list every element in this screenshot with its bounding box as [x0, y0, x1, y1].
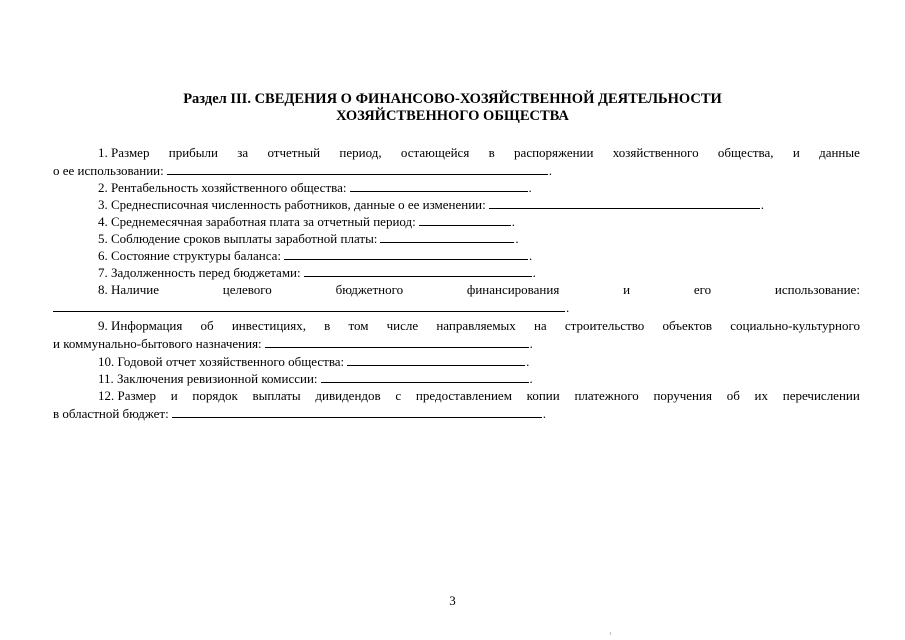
- item-8-word: 8. Наличие: [98, 282, 159, 297]
- item-7: 7. Задолженность перед бюджетами: .: [98, 265, 536, 280]
- item-5-label: 5. Соблюдение сроков выплаты заработной платы:: [98, 231, 378, 246]
- item-4-answer-field[interactable]: [419, 213, 511, 226]
- item-10-answer-field[interactable]: [347, 353, 525, 366]
- item-8-line-2: .: [53, 299, 569, 316]
- item-12-word: их: [754, 388, 769, 403]
- item-9-continuation: и коммунально-бытового назначения:: [53, 336, 262, 351]
- page-number: 3: [449, 593, 456, 608]
- item-12-word: порядок: [192, 388, 238, 403]
- item-4: 4. Среднемесячная заработная плата за отчетный период: .: [98, 214, 516, 229]
- item-8-answer-field[interactable]: [53, 299, 565, 312]
- item-9-word: инвестициях,: [231, 318, 306, 333]
- section-title-line-2: ХОЗЯЙСТВЕННОГО ОБЩЕСТВА: [336, 108, 569, 124]
- item-2-label: 2. Рентабельность хозяйственного общества:: [98, 180, 347, 195]
- item-9-line-2: и коммунально-бытового назначения: .: [53, 336, 533, 351]
- item-3-answer-field[interactable]: [489, 196, 760, 209]
- item-11-label: 11. Заключения ревизионной комиссии:: [98, 371, 318, 386]
- item-12-answer-field[interactable]: [172, 405, 542, 418]
- item-8-word: его: [693, 282, 712, 297]
- item-9-word: направляемых: [436, 318, 516, 333]
- item-9-word: числе: [386, 318, 419, 333]
- item-9-word: на: [533, 318, 547, 333]
- item-6-label: 6. Состояние структуры баланса:: [98, 248, 282, 263]
- item-12-word: 12. Размер: [98, 388, 156, 403]
- item-5: 5. Соблюдение сроков выплаты заработной платы: .: [98, 231, 519, 246]
- item-12-line-2: в областной бюджет: .: [53, 406, 546, 421]
- item-2: 2. Рентабельность хозяйственного общества: .: [98, 180, 532, 195]
- item-1-line-2: о ее использовании: .: [53, 163, 552, 178]
- item-1-word: отчетный: [267, 145, 321, 160]
- item-8-word: целевого: [222, 282, 272, 297]
- section-title-line-1: Раздел III. СВЕДЕНИЯ О ФИНАНСОВО-ХОЗЯЙСТВЕННОЙ ДЕЯТЕЛЬНОСТИ: [183, 91, 722, 107]
- item-9-word: социально-культурного: [730, 318, 860, 333]
- item-1-word: распоряжении: [514, 145, 594, 160]
- item-12-word: выплаты: [252, 388, 301, 403]
- item-11-answer-field[interactable]: [321, 370, 529, 383]
- item-1-line-1: [53, 145, 860, 161]
- item-1-answer-field[interactable]: [167, 162, 548, 175]
- item-1-word: период,: [339, 145, 382, 160]
- item-10-label: 10. Годовой отчет хозяйственного общества:: [98, 354, 345, 369]
- item-9-word: объектов: [662, 318, 713, 333]
- item-12-line-1: [53, 388, 860, 404]
- item-1-word: остающейся: [400, 145, 470, 160]
- item-6-answer-field[interactable]: [284, 247, 528, 260]
- item-9-word: строительство: [564, 318, 645, 333]
- item-8-line-1: [53, 282, 860, 298]
- item-5-answer-field[interactable]: [380, 230, 514, 243]
- item-1-word: общества,: [717, 145, 774, 160]
- item-10: 10. Годовой отчет хозяйственного общества: .: [98, 354, 530, 369]
- item-3: 3. Среднесписочная численность работников, данные о ее изменении: .: [98, 197, 764, 212]
- item-1-continuation: о ее использовании:: [53, 163, 164, 178]
- item-4-label: 4. Среднемесячная заработная плата за отчетный период:: [98, 214, 416, 229]
- item-12-word: предоставлением: [415, 388, 512, 403]
- item-8-word: и: [623, 282, 631, 297]
- item-11: 11. Заключения ревизионной комиссии: .: [98, 371, 533, 386]
- item-12-word: поручения: [653, 388, 712, 403]
- item-7-answer-field[interactable]: [304, 264, 532, 277]
- item-6: 6. Состояние структуры баланса: .: [98, 248, 533, 263]
- item-12-word: и: [170, 388, 178, 403]
- item-12-word: дивидендов: [315, 388, 381, 403]
- item-1-word: и: [792, 145, 800, 160]
- item-1-word: в: [488, 145, 495, 160]
- item-3-label: 3. Среднесписочная численность работников, данные о ее изменении:: [98, 197, 486, 212]
- item-7-label: 7. Задолженность перед бюджетами:: [98, 265, 301, 280]
- item-9-line-1: [53, 318, 860, 334]
- item-2-answer-field[interactable]: [350, 179, 528, 192]
- item-9-word: 9. Информация: [98, 318, 183, 333]
- item-9-answer-field[interactable]: [265, 335, 529, 348]
- item-12-word: с: [395, 388, 402, 403]
- scan-speck: [610, 632, 611, 635]
- item-12-word: платежного: [574, 388, 639, 403]
- item-9-word: том: [348, 318, 369, 333]
- item-1-word: данные: [819, 145, 860, 160]
- item-1-word: 1. Размер: [98, 145, 150, 160]
- item-12-word: об: [726, 388, 740, 403]
- item-8-word: использование:: [774, 282, 860, 297]
- item-12-word: копии: [526, 388, 560, 403]
- item-12-continuation: в областной бюджет:: [53, 406, 169, 421]
- item-9-word: об: [200, 318, 214, 333]
- item-8-word: финансирования: [466, 282, 560, 297]
- item-12-word: перечислении: [782, 388, 860, 403]
- item-8-word: бюджетного: [335, 282, 404, 297]
- item-9-word: в: [324, 318, 331, 333]
- item-1-word: прибыли: [168, 145, 218, 160]
- item-1-word: за: [237, 145, 249, 160]
- item-1-word: хозяйственного: [612, 145, 699, 160]
